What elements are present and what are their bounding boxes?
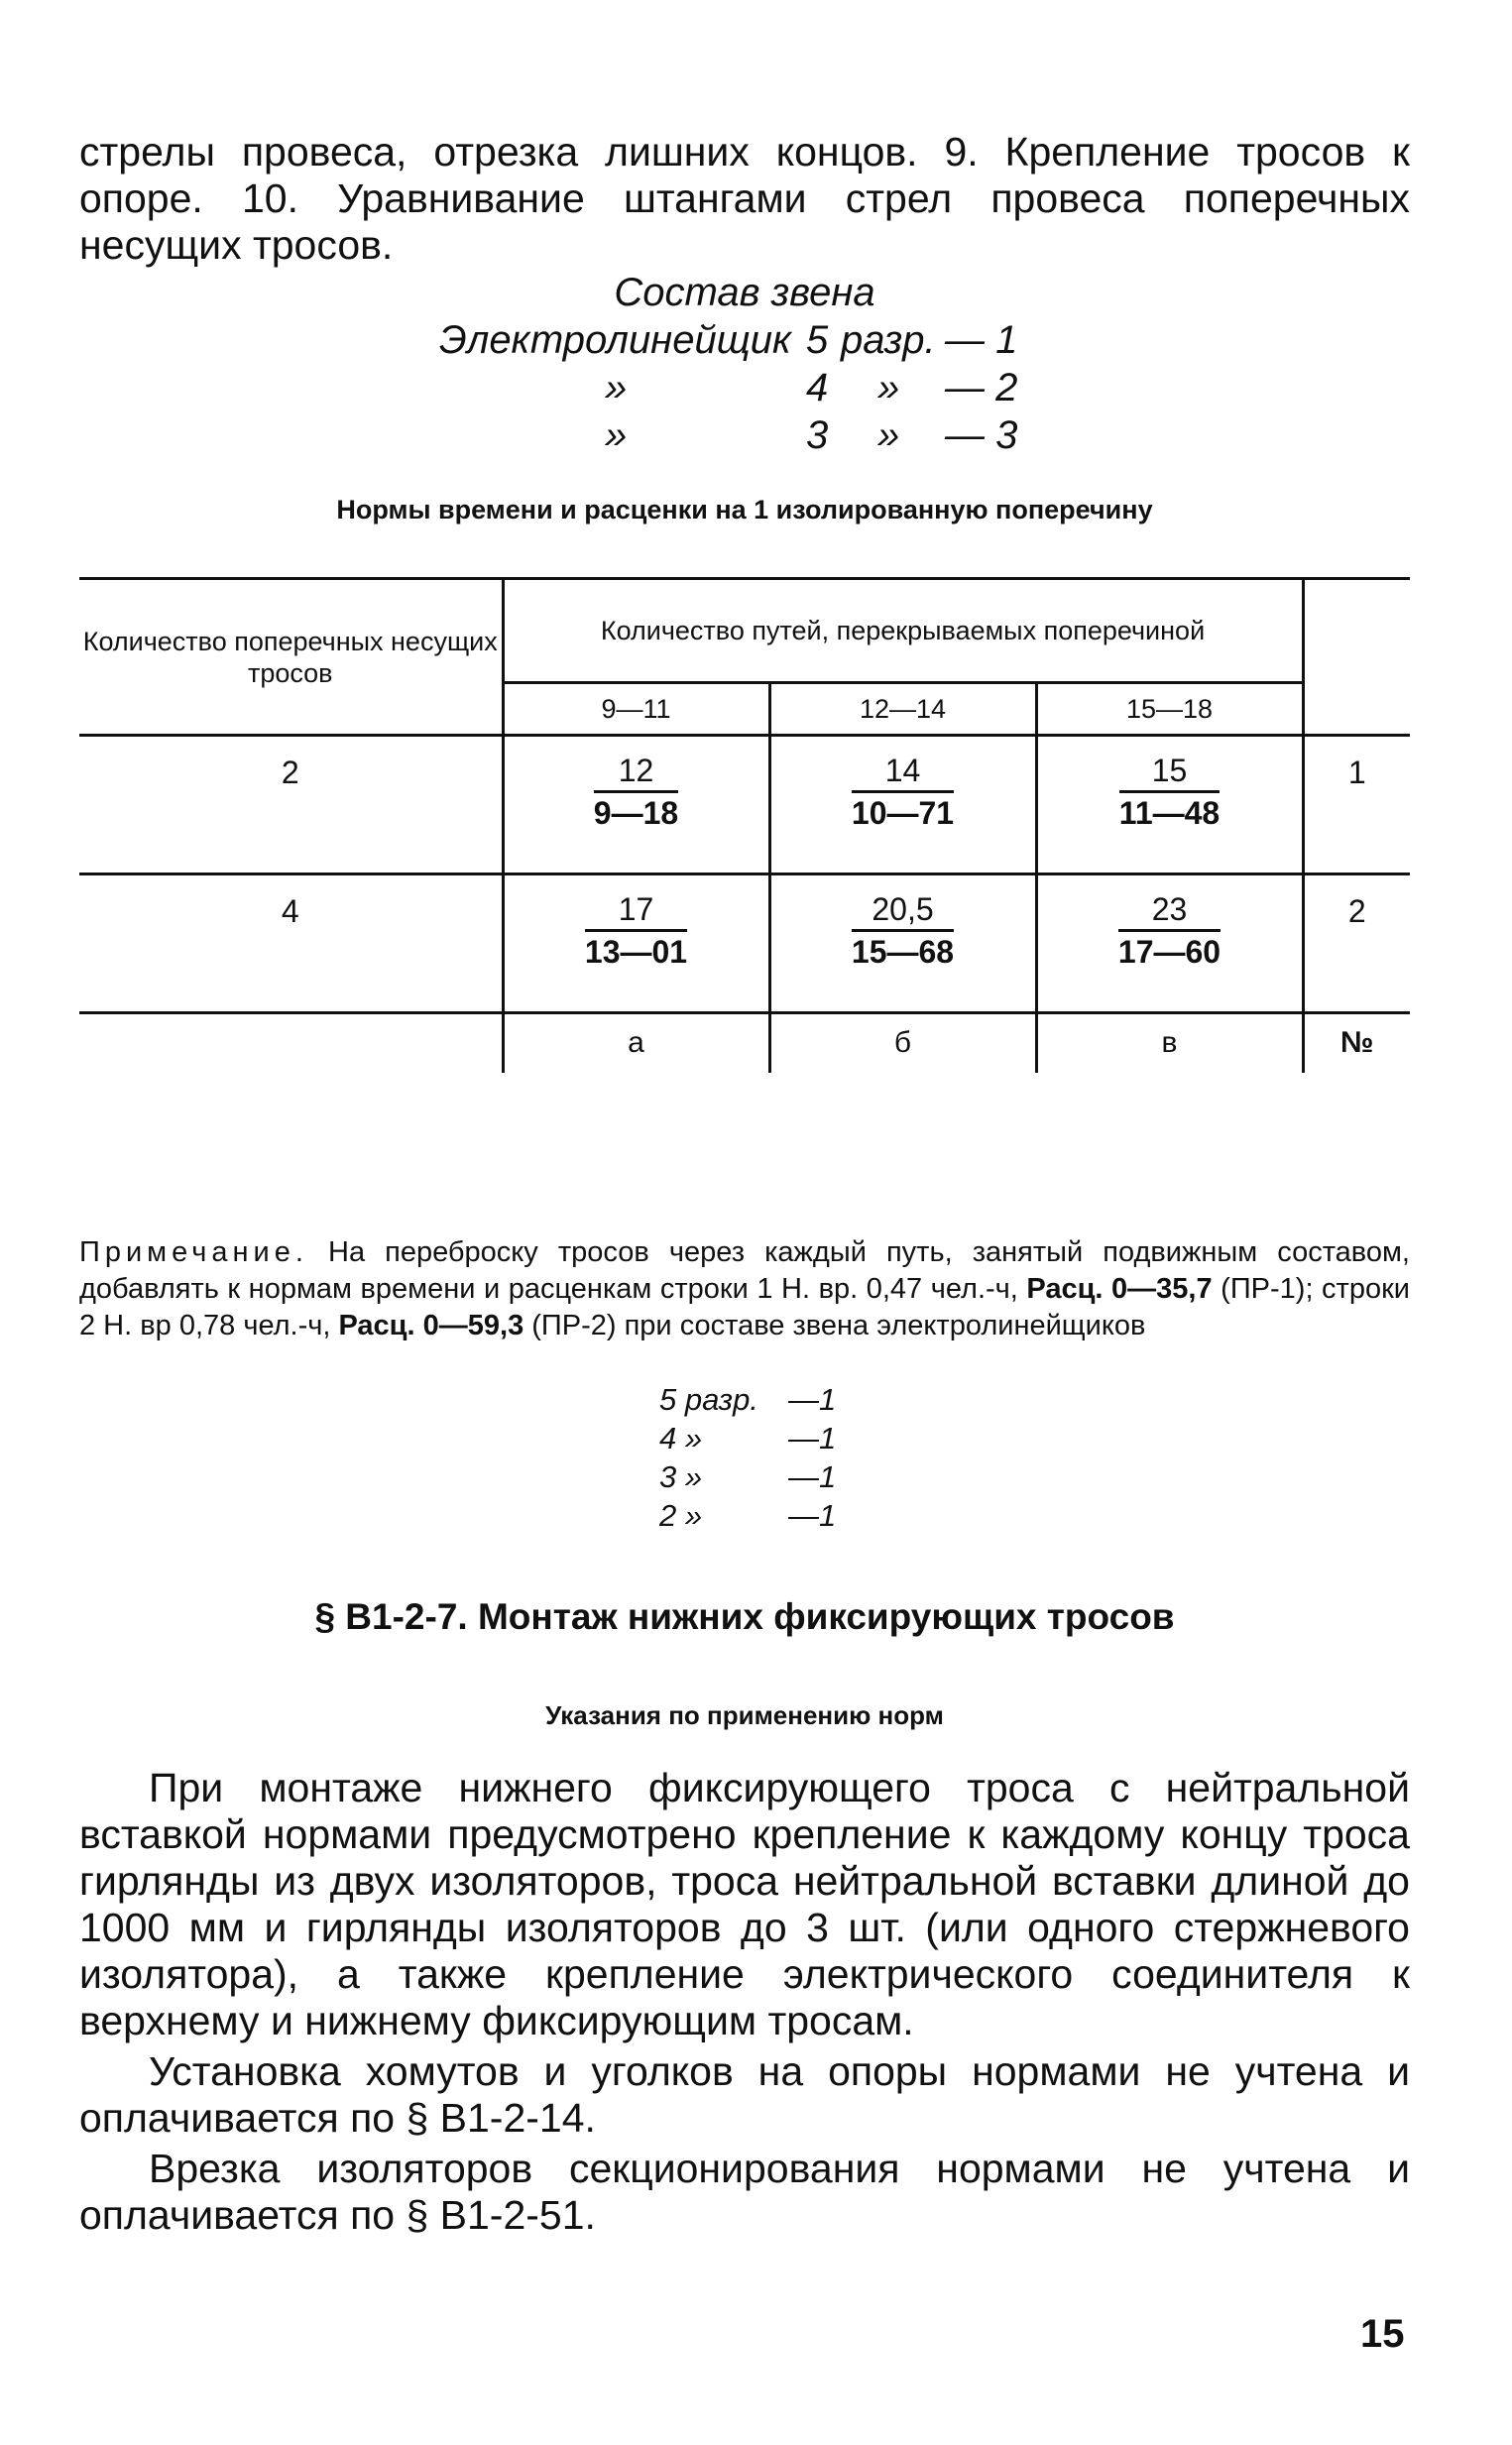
crew-row-3-label: » <box>605 413 628 457</box>
time-norm: 12 <box>594 751 678 793</box>
note-text-2: (ПР-1); строки 2 Н. вр 0,78 чел.-ч, <box>79 1273 1410 1341</box>
footer-col-c: в <box>1036 1013 1303 1073</box>
header-track-count: Количество путей, перекрываемых поперечиной <box>503 579 1303 683</box>
rate: 17—60 <box>1117 934 1221 970</box>
note-crew-row <box>79 1496 1410 1535</box>
row-1-index: 1 <box>1347 755 1366 790</box>
footer-col-b: б <box>769 1013 1036 1073</box>
section-body <box>79 1765 1410 2243</box>
rate: 11—48 <box>1118 795 1221 831</box>
table-row <box>79 874 1410 1013</box>
norm-fraction <box>1118 889 1221 972</box>
row-1-cell-a <box>503 736 769 874</box>
crew-row-2 <box>79 364 1410 411</box>
row-2-cell-c <box>1036 874 1303 1013</box>
crew-row-2-label: » <box>605 366 628 409</box>
norm-fraction <box>852 751 954 833</box>
intro-paragraph: стрелы провеса, отрезка лишних концов. 9. Крепление тросов к опоре. 10. Уравнивание штангами стрел провеса поперечных несущих тросов. <box>79 129 1410 268</box>
note-crew-count: —1 <box>788 1421 837 1455</box>
note-crew-count: —1 <box>788 1459 837 1494</box>
crew-row-1-count: — 1 <box>945 318 1018 362</box>
norm-fraction <box>1119 751 1220 833</box>
norm-fraction <box>585 889 687 972</box>
crew-row-3 <box>79 411 1410 459</box>
time-norm: 20,5 <box>852 889 954 932</box>
subheader-15-18: 15—18 <box>1036 683 1303 736</box>
section-title: § В1-2-7. Монтаж нижних фиксирующих тросов <box>314 1596 1175 1637</box>
table-footer-row <box>79 1013 1410 1073</box>
time-norm: 17 <box>585 889 687 932</box>
subheader-12-14: 12—14 <box>769 683 1036 736</box>
note-crew-count: —1 <box>788 1498 837 1533</box>
crew-row-1-unit: разр. <box>841 318 936 362</box>
row-1-cell-b <box>769 736 1036 874</box>
body-paragraph-1: При монтаже нижнего фиксирующего троса с нейтральной вставкой нормами предусмотрено крепление к каждому концу троса гирлянды из двух изоляторов, троса нейтральной вставки длиной до 1000 мм и гирлянды изоляторов до 3 шт. (или одного стержневого изолятора), а также крепление электрического соединителя к верхнему и нижнему фиксирующим тросам. <box>79 1765 1410 2043</box>
crew-row-2-count: — 2 <box>945 366 1018 409</box>
time-norm: 15 <box>1119 751 1220 793</box>
crew-row-2-grade: 4 <box>806 366 829 409</box>
row-1-count: 2 <box>79 736 503 874</box>
row-2-cell-b <box>769 874 1036 1013</box>
note-text-1: На переброску тросов через каждый путь, занятый подвижным составом, добавлять к нормам времени и расценкам строки 1 Н. вр. 0,47 чел.-ч, <box>79 1236 1410 1305</box>
crew-row-1 <box>79 316 1410 364</box>
norms-table <box>79 577 1410 1073</box>
crew-row-1-grade: 5 <box>806 318 829 362</box>
note-crew-row <box>79 1457 1410 1496</box>
header-cable-count: Количество поперечных несущих тросов <box>79 579 503 736</box>
document-page <box>79 129 1410 2238</box>
note-crew-grade: 5 разр. <box>659 1382 758 1417</box>
note-crew-list <box>79 1380 1410 1535</box>
note-crew-count: —1 <box>788 1382 837 1417</box>
rate: 9—18 <box>593 795 679 831</box>
header-index-column <box>1303 579 1410 736</box>
norm-fraction <box>594 751 678 833</box>
crew-title: Состав звена <box>614 271 875 314</box>
note-crew-row <box>79 1380 1410 1419</box>
note-crew-row <box>79 1419 1410 1457</box>
crew-row-1-label: Электролинейщик <box>439 318 791 362</box>
rate: 13—01 <box>584 934 688 970</box>
crew-row-3-grade: 3 <box>806 413 829 457</box>
note-crew-grade: 2 » <box>659 1498 703 1533</box>
note-text-3: (ПР-2) при составе звена электролинейщиков <box>523 1310 1146 1341</box>
time-norm: 23 <box>1118 889 1221 932</box>
time-norm: 14 <box>852 751 954 793</box>
note-label: Примечание. <box>79 1236 308 1268</box>
note-rate-1: Расц. 0—35,7 <box>1026 1273 1213 1305</box>
table-row <box>79 736 1410 874</box>
row-1-cell-c <box>1036 736 1303 874</box>
subheader-9-11: 9—11 <box>503 683 769 736</box>
row-2-count: 4 <box>79 874 503 1013</box>
crew-row-3-unit: » <box>877 413 900 457</box>
rate: 15—68 <box>851 934 955 970</box>
crew-row-3-count: — 3 <box>945 413 1018 457</box>
footer-col-index: № <box>1303 1013 1410 1073</box>
table-note <box>79 1234 1410 1344</box>
note-crew-grade: 3 » <box>659 1459 703 1494</box>
crew-composition <box>79 269 1410 459</box>
footer-col-a: а <box>503 1013 769 1073</box>
page-number: 15 <box>1360 2312 1405 2356</box>
body-paragraph-2: Установка хомутов и уголков на опоры нормами не учтена и оплачивается по § В1-2-14. <box>79 2048 1410 2141</box>
row-2-cell-a <box>503 874 769 1013</box>
norm-fraction <box>852 889 954 972</box>
rate: 10—71 <box>851 795 955 831</box>
note-crew-grade: 4 » <box>659 1421 703 1455</box>
row-2-index: 2 <box>1303 874 1410 1013</box>
footer-empty <box>79 1013 503 1073</box>
crew-row-2-unit: » <box>877 366 900 409</box>
table-title: Нормы времени и расценки на 1 изолированную поперечину <box>336 495 1153 524</box>
note-rate-2: Расц. 0—59,3 <box>338 1310 524 1341</box>
section-subheading: Указания по применению норм <box>545 1700 944 1730</box>
body-paragraph-3: Врезка изоляторов секционирования нормами не учтена и оплачивается по § В1-2-51. <box>79 2146 1410 2238</box>
